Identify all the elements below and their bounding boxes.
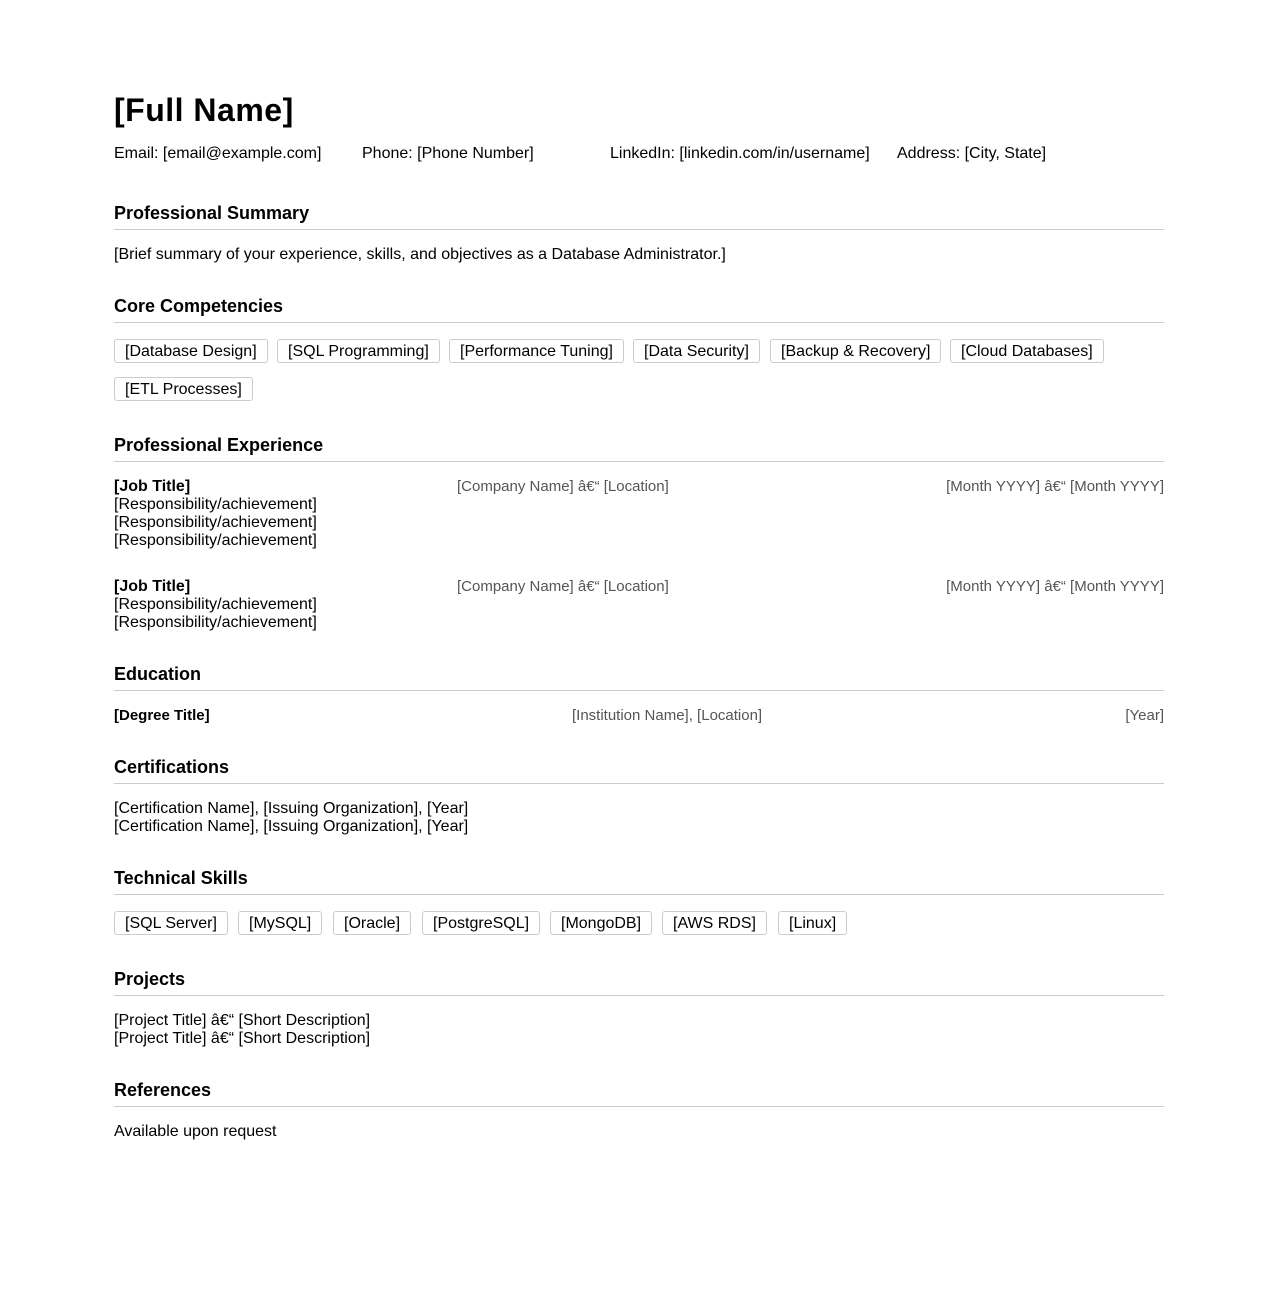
project-item: [Project Title] â€“ [Short Description] [114, 1030, 371, 1047]
institution: [Institution Name], [Location] [572, 707, 763, 724]
competency-tag: [Performance Tuning] [449, 339, 624, 363]
certification-item: [Certification Name], [Issuing Organization], [Year] [114, 818, 469, 835]
section-title-projects: Projects [114, 968, 1164, 996]
competency-tag: [Data Security] [633, 339, 760, 363]
references-text: Available upon request [114, 1123, 277, 1140]
contact-linkedin: LinkedIn: [linkedin.com/in/username] [610, 145, 870, 162]
education-entry [114, 707, 1164, 725]
summary-text: [Brief summary of your experience, skills, and objectives as a Database Administrator.] [114, 246, 726, 263]
job-dates: [Month YYYY] â€“ [Month YYYY] [946, 478, 1164, 495]
full-name: [Full Name] [114, 92, 294, 128]
contact-email: Email: [email@example.com] [114, 145, 322, 162]
section-title-education: Education [114, 663, 1164, 691]
skill-tag: [SQL Server] [114, 911, 228, 935]
job-dates: [Month YYYY] â€“ [Month YYYY] [946, 578, 1164, 595]
skill-tag: [Linux] [778, 911, 847, 935]
competency-tag: [Database Design] [114, 339, 268, 363]
skill-tag: [AWS RDS] [662, 911, 767, 935]
certifications-list [114, 800, 468, 836]
education-year: [Year] [1125, 707, 1164, 724]
section-title-experience: Professional Experience [114, 434, 1164, 462]
projects-list [114, 1012, 370, 1048]
section-title-summary: Professional Summary [114, 202, 1164, 230]
job-title: [Job Title] [114, 478, 191, 495]
job-responsibility: [Responsibility/achievement] [114, 532, 317, 549]
contact-phone: Phone: [Phone Number] [362, 145, 534, 162]
certification-item: [Certification Name], [Issuing Organization], [Year] [114, 800, 469, 817]
job-company: [Company Name] â€“ [Location] [457, 578, 669, 595]
degree-title: [Degree Title] [114, 707, 210, 724]
skill-tag: [Oracle] [333, 911, 411, 935]
skill-tag: [PostgreSQL] [422, 911, 540, 935]
job-responsibility: [Responsibility/achievement] [114, 596, 317, 613]
competency-tag: [ETL Processes] [114, 377, 253, 401]
contact-info [114, 145, 1164, 163]
section-title-references: References [114, 1079, 1164, 1107]
section-title-competencies: Core Competencies [114, 295, 1164, 323]
project-item: [Project Title] â€“ [Short Description] [114, 1012, 371, 1029]
job-company: [Company Name] â€“ [Location] [457, 478, 669, 495]
job-responsibilities [114, 596, 317, 632]
job-responsibility: [Responsibility/achievement] [114, 614, 317, 631]
competency-tag: [SQL Programming] [277, 339, 440, 363]
section-title-technical-skills: Technical Skills [114, 867, 1164, 895]
skill-tag: [MySQL] [238, 911, 322, 935]
job-responsibility: [Responsibility/achievement] [114, 496, 317, 513]
contact-address: Address: [City, State] [897, 145, 1047, 162]
job-responsibility: [Responsibility/achievement] [114, 514, 317, 531]
job-title: [Job Title] [114, 578, 191, 595]
section-title-certifications: Certifications [114, 756, 1164, 784]
competency-tag: [Backup & Recovery] [770, 339, 941, 363]
competency-tag: [Cloud Databases] [950, 339, 1104, 363]
job-responsibilities [114, 496, 317, 550]
skill-tag: [MongoDB] [550, 911, 652, 935]
